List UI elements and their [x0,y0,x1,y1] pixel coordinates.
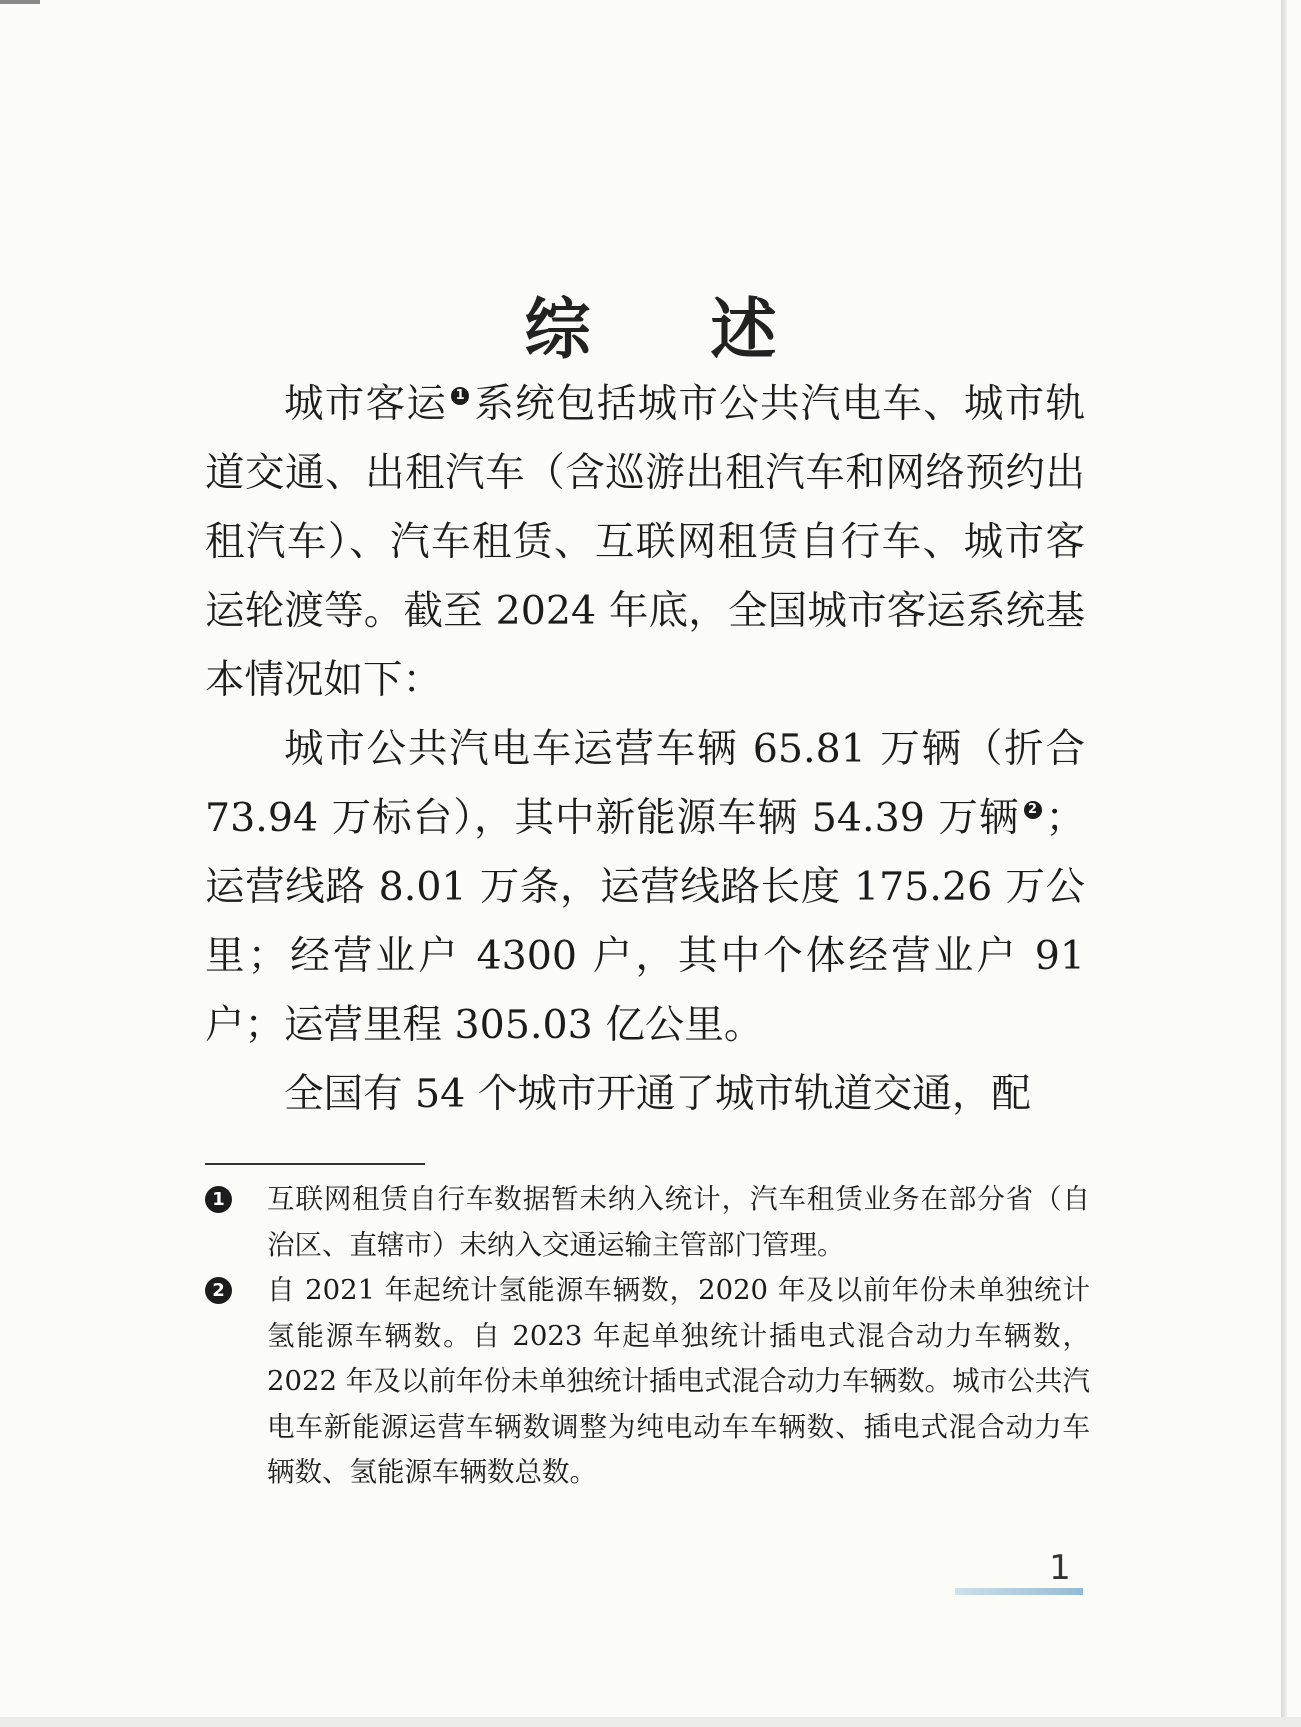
footnote-1 [205,1177,1090,1268]
page-number: 1 [1049,1548,1071,1588]
page-title-char: 综 [524,290,591,369]
paragraph-text: 全国有 54 个城市开通了城市轨道交通，配 [284,1071,1031,1117]
page-number-bar [955,1588,1083,1595]
scan-edge [0,0,40,4]
footnote-text: 互联网租赁自行车数据暂未纳入统计，汽车租赁业务在部分省（自治区、直辖市）未纳入交通运输主管部门管理。 [267,1183,1090,1261]
paragraph-3 [205,1060,1085,1129]
body-text [205,370,1085,1129]
scan-edge [1281,0,1287,1727]
page-title-char: 述 [710,290,777,369]
footnote-text: 自 2021 年起统计氢能源车辆数，2020 年及以前年份未单独统计氢能源车辆数。自 2023 年起单独统计插电式混合动力车辆数，2022 年及以前年份未单独统计插电式混合动力车辆数。城市公共汽电车新能源运营车辆数调整为纯电动车车辆数、插电式混合动力车辆数、氢能源车辆数总数。 [267,1274,1090,1488]
footnote-number: 1 [205,1186,232,1213]
page-title [0,276,1301,371]
footnotes [205,1177,1090,1496]
paragraph-text: 城市公共汽电车运营车辆 65.81 万辆（折合 73.94 万标台），其中新能源车辆 54.39 万辆 [205,726,1085,841]
footnote-number: 2 [205,1277,232,1304]
paragraph-text: ；运营线路 8.01 万条，运营线路长度 175.26 万公里；经营业户 4300 户，其中个体经营业户 91 户；运营里程 305.03 亿公里。 [205,795,1085,1048]
footnote-divider [205,1163,425,1165]
footnote-marker[interactable]: 2 [1024,801,1042,819]
paragraph-1 [205,370,1085,715]
footnote-2 [205,1268,1090,1496]
scan-edge [0,1717,1301,1727]
footnote-marker[interactable]: 1 [451,387,469,405]
paragraph-text: 系统包括城市公共汽电车、城市轨道交通、出租汽车（含巡游出租汽车和网络预约出租汽车）、汽车租赁、互联网租赁自行车、城市客运轮渡等。截至 2024 年底，全国城市客运系统基本情况如下： [205,381,1086,703]
paragraph-2 [205,715,1085,1060]
paragraph-text: 城市客运 [284,381,448,427]
